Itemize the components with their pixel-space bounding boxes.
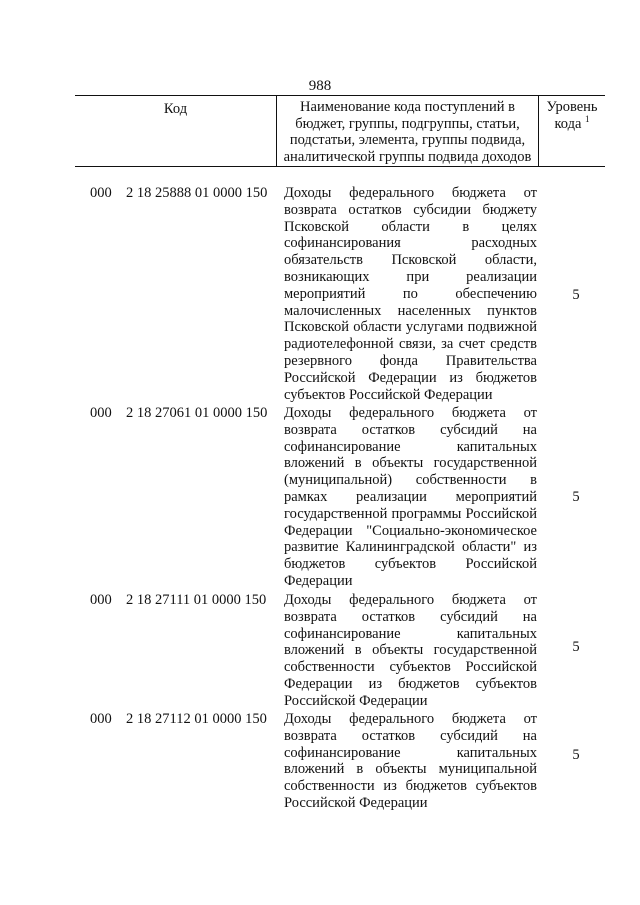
- row-kbk: 000: [90, 185, 112, 201]
- row-name-line: развитие Калининградской области" из: [284, 539, 537, 556]
- row-name-line: Федерации из бюджетов субъектов: [284, 675, 537, 692]
- header-name-line: Наименование кода поступлений в: [300, 99, 515, 115]
- row-name-line: возврата остатков субсидии бюджету: [284, 201, 537, 218]
- row-name-line: Доходы федерального бюджета от: [284, 405, 537, 421]
- row-name-line: рамках реализации мероприятий: [284, 488, 537, 505]
- row-name: [284, 711, 537, 812]
- row-name-line: Федерации: [284, 572, 353, 589]
- row-name-line: Российской Федерации: [284, 794, 428, 811]
- row-level: 5: [572, 639, 580, 655]
- header-code-label: Код: [163, 101, 188, 117]
- header-level-footnote: 1: [585, 113, 590, 124]
- row-name-line: радиотелефонной связи, за счет средств: [284, 336, 537, 353]
- row-name-line: Псковской области в целях: [284, 218, 537, 235]
- header-level-line2: [539, 113, 605, 133]
- row-name-line: малочисленных населенных пунктов: [284, 302, 537, 319]
- row-name-line: вложений в объекты государственной: [284, 642, 537, 659]
- header-code-cell: [75, 96, 277, 166]
- header-level-word: кода: [554, 115, 582, 132]
- row-name: [284, 405, 537, 590]
- row-name-line: бюджетов субъектов Российской: [284, 556, 537, 573]
- row-name-line: субъектов Российской Федерации: [284, 386, 493, 403]
- row-name-line: Доходы федерального бюджета от: [284, 185, 537, 201]
- header-name-cell: [277, 96, 539, 166]
- row-code: 2 18 27112 01 0000 150: [126, 711, 267, 727]
- row-name-line: обязательств Псковской области,: [284, 252, 537, 269]
- row-name-line: (муниципальной) собственности в: [284, 472, 537, 489]
- row-name: [284, 185, 537, 403]
- row-name-line: мероприятий по обеспечению: [284, 285, 537, 302]
- row-name-line: возврата остатков субсидий на: [284, 727, 537, 744]
- row-kbk: 000: [90, 711, 112, 727]
- row-kbk: 000: [90, 592, 112, 608]
- row-code: 2 18 27111 01 0000 150: [126, 592, 267, 608]
- row-name-line: софинансирование капитальных: [284, 744, 537, 761]
- row-name-line: Российской Федерации из бюджетов: [284, 369, 537, 386]
- row-name-line: собственности из бюджетов субъектов: [284, 778, 537, 795]
- row-name-line: Доходы федерального бюджета от: [284, 711, 537, 727]
- table-header: [75, 95, 605, 167]
- row-name-line: софинансирование капитальных: [284, 625, 537, 642]
- row-name-line: возникающих при реализации: [284, 268, 537, 285]
- row-level: 5: [572, 489, 580, 505]
- row-name-line: резервного фонда Правительства: [284, 352, 537, 369]
- header-name-line: аналитической группы подвида доходов: [283, 148, 532, 165]
- row-name-line: софинансирования расходных: [284, 235, 537, 252]
- header-level-cell: [539, 96, 605, 166]
- row-name-line: возврата остатков субсидий на: [284, 421, 537, 438]
- header-level-line1: Уровень: [546, 99, 598, 115]
- row-name-line: Российской Федерации: [284, 692, 428, 709]
- row-name-line: Федерации "Социально-экономическое: [284, 522, 537, 539]
- page-number: 988: [308, 78, 332, 94]
- row-name-line: возврата остатков субсидий на: [284, 608, 537, 625]
- row-name-line: Доходы федерального бюджета от: [284, 592, 537, 608]
- row-name-line: государственной программы Российской: [284, 505, 537, 522]
- row-name-line: Псковской области услугами подвижной: [284, 319, 537, 336]
- row-name-line: собственности субъектов Российской: [284, 659, 537, 676]
- header-name-line: подстатьи, элемента, группы подвида,: [289, 132, 526, 148]
- row-name-line: вложений в объекты государственной: [284, 455, 537, 472]
- row-code: 2 18 25888 01 0000 150: [126, 185, 268, 201]
- row-name: [284, 592, 537, 710]
- row-code: 2 18 27061 01 0000 150: [126, 405, 268, 421]
- row-name-line: вложений в объекты муниципальной: [284, 761, 537, 778]
- row-name-line: софинансирование капитальных: [284, 438, 537, 455]
- header-name-line: бюджет, группы, подгруппы, статьи,: [295, 115, 520, 132]
- row-kbk: 000: [90, 405, 112, 421]
- row-level: 5: [572, 287, 580, 303]
- row-level: 5: [572, 747, 580, 763]
